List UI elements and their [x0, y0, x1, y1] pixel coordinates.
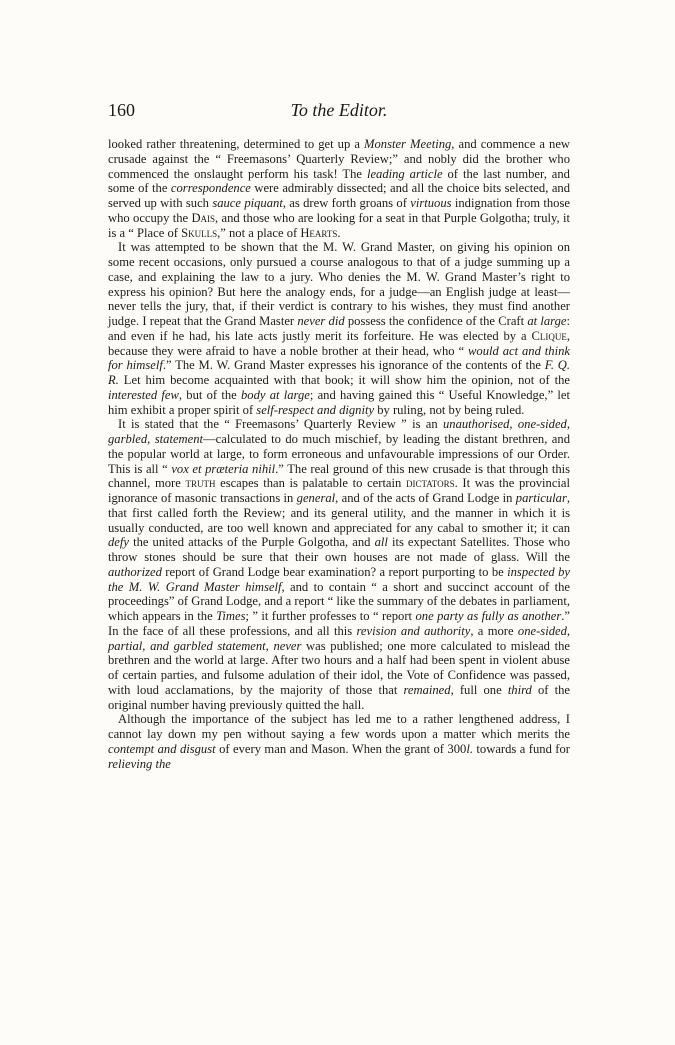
page-header: [108, 100, 570, 126]
page-number: 160: [108, 100, 135, 120]
running-title: To the Editor.: [290, 100, 388, 120]
paragraph-3: It is stated that the “ Freemasons’ Quarterly Review ” is an unauthorised, one-sided, garbled, statement—calculated to do much mischief, by leading the distant brethren, and the popular world at large, to form erroneous and unfavourable impressions of our Order. This is all “ vox et præteria nihil.” The real ground of this new crusade is that through this channel, more truth escapes than is palatable to certain dictators. It was the provincial ignorance of masonic transactions in general, and of the acts of Grand Lodge in particular, that first called forth the Review; and its general utility, and the manner in which it is usually conducted, are too well known and appreciated for any cabal to smother it; it can defy the united attacks of the Purple Golgotha, and all its expectant Satellites. Those who throw stones should be sure that their own houses are not made of glass. Will the authorized report of Grand Lodge bear examination? a report purporting to be inspected by the M. W. Grand Master himself, and to contain “ a short and succinct account of the proceedings” of Grand Lodge, and a report “ like the summary of the debates in parliament, which appears in the Times; ” it further professes to “ report one party as fully as another.” In the face of all these professions, and all this revision and authority, a more one-sided, partial, and garbled statement, never was published; one more calculated to mislead the brethren and the world at large. After two hours and a half had been spent in violent abuse of certain parties, and fulsome adulation of their idol, the Vote of Confidence was passed, with loud acclamations, by the majority of those that remained, full one third of the original number having previously quitted the hall.: [108, 417, 571, 712]
paragraph-2: It was attempted to be shown that the M. W. Grand Master, on giving his opinion on some recent occasions, only pursued a course analogous to that of a judge summing up a case, and explaining the law to a jury. Who denies the M. W. Grand Master’s right to express his opinion? But here the analogy ends, for a judge—an English judge at least—never tells the jury, that, if their verdict is contrary to his wishes, they must find another judge. I repeat that the Grand Master never did possess the confidence of the Craft at large: and even if he had, his late acts justly merit its forfeiture. He was elected by a Clique, because they were afraid to have a noble brother at their head, who “ would act and think for himself.” The M. W. Grand Master expresses his ignorance of the contents of the F. Q. R. Let him become acquainted with that book; it will show him the opinion, not of the interested few, but of the body at large; and having gained this “ Useful Knowledge,” let him exhibit a proper spirit of self-respect and dignity by ruling, not by being ruled.: [108, 240, 571, 417]
paragraph-1: looked rather threatening, determined to get up a Monster Meeting, and commence a new crusade against the “ Freemasons’ Quarterly Review;” and nobly did the brother who commenced the onslaught perform his task! The leading article of the last number, and some of the correspondence were admirably dissected; and all the choice bits selected, and served up with such sauce piquant, as drew forth groans of virtuous indignation from those who occupy the Dais, and those who are looking for a seat in that Purple Golgotha; truly, it is a “ Place of Skulls,” not a place of Hearts.: [108, 137, 571, 240]
letter-body: [108, 137, 570, 771]
paragraph-4: Although the importance of the subject has led me to a rather lengthened address, I cannot lay down my pen without saying a few words upon a matter which merits the contempt and disgust of every man and Mason. When the grant of 300l. towards a fund for relieving the: [108, 712, 570, 771]
